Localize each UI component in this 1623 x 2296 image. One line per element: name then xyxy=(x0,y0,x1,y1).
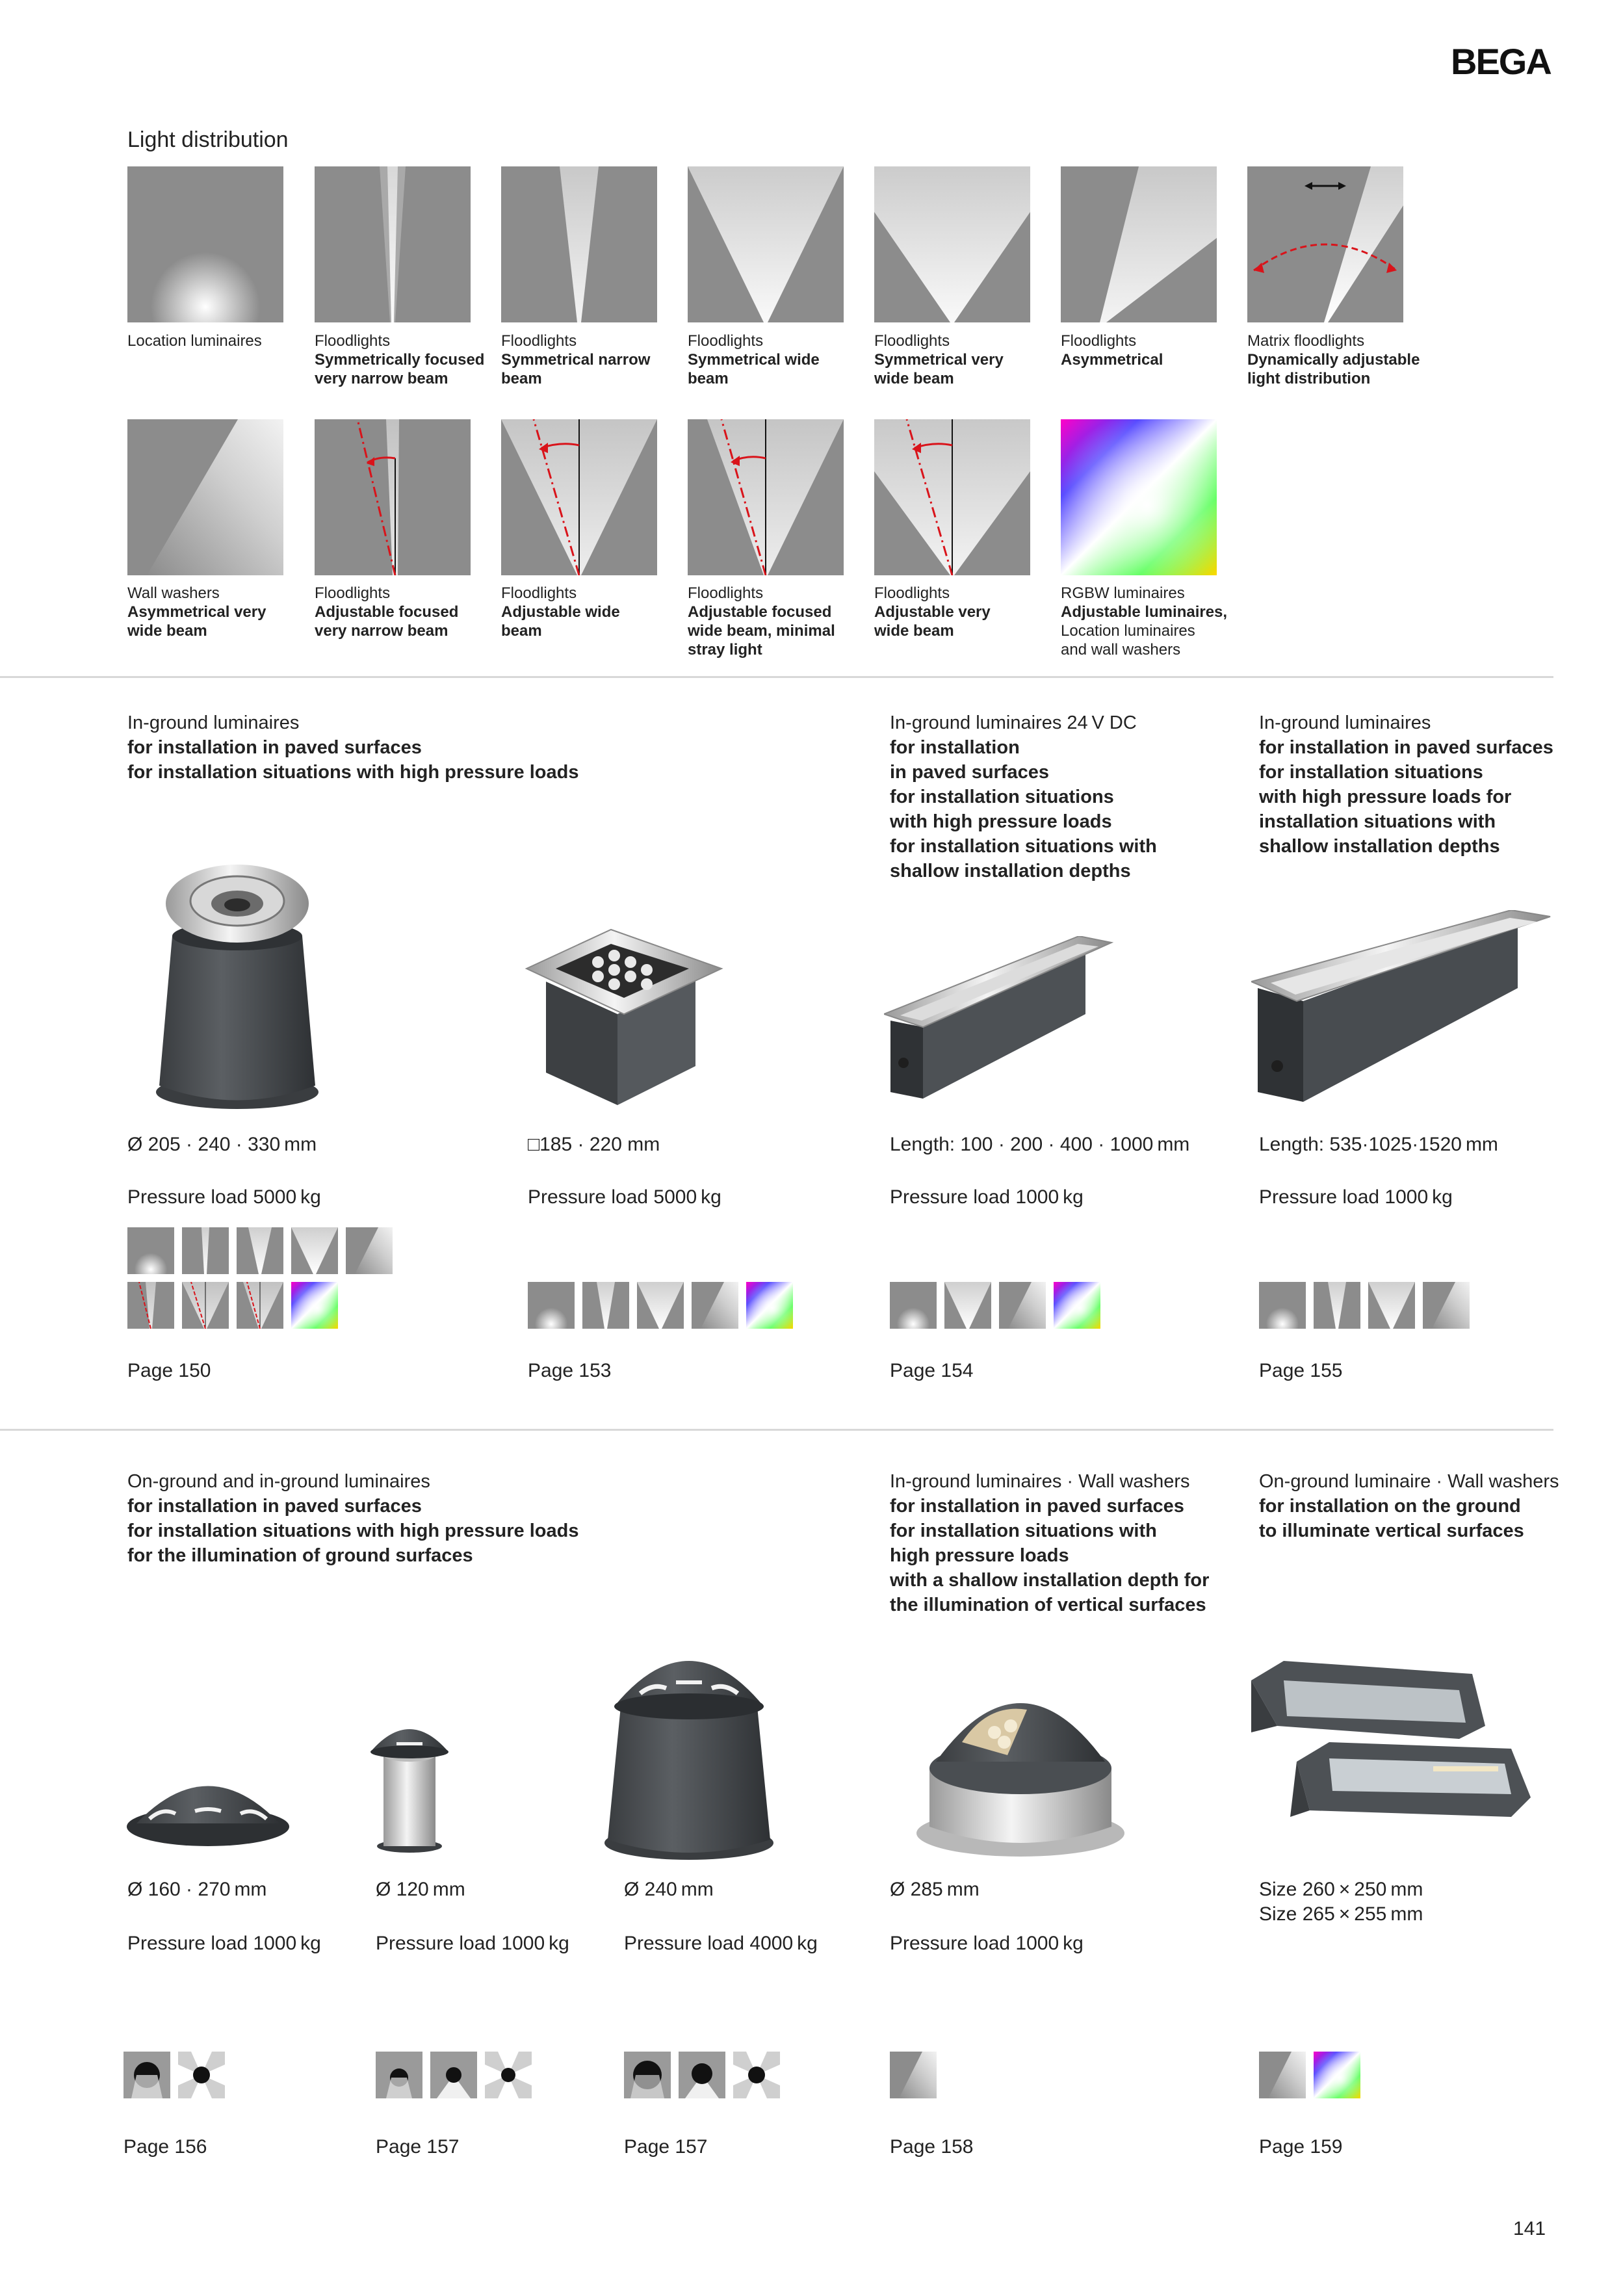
section2-load-1: Pressure load 1000 kg xyxy=(127,1933,321,1954)
section2-page-1[interactable]: Page 156 xyxy=(123,2136,207,2158)
product-image-wall-washer-ground xyxy=(1238,1654,1544,1862)
section1-col-d-text: In-ground luminaires for installation in paved surfaces for installation situations with high pressure loads for installation situations with shallow installation depths xyxy=(1259,712,1553,857)
mini-rgbw-icon xyxy=(746,1282,793,1329)
mini-spot-icon xyxy=(1259,1282,1306,1329)
section1-size-2: □185 · 220 mm xyxy=(528,1134,660,1155)
section2-size-5a: Size 260 × 250 mm xyxy=(1259,1879,1423,1900)
tile-symmetrical-wide xyxy=(688,166,844,322)
mini-wide-icon xyxy=(637,1282,684,1329)
product-image-small-bollard xyxy=(361,1716,458,1853)
mini-asymmetrical-icon xyxy=(1259,2052,1306,2098)
mini-asymmetrical-icon xyxy=(999,1282,1046,1329)
mini-narrow-icon xyxy=(1314,1282,1360,1329)
tile-adjustable-wide xyxy=(501,419,657,575)
tile-symmetrically-focused-very-narrow xyxy=(315,166,471,322)
section2-size-2: Ø 120 mm xyxy=(376,1879,465,1900)
mini-narrow-icon xyxy=(237,1227,283,1274)
mini-wide-icon xyxy=(1368,1282,1415,1329)
section1-load-3: Pressure load 1000 kg xyxy=(890,1186,1084,1208)
page-number: 141 xyxy=(1513,2218,1546,2239)
mini-adjustable-wide-icon xyxy=(182,1282,229,1329)
section1-page-3[interactable]: Page 154 xyxy=(890,1360,974,1381)
product-image-dome-flat-luminaire xyxy=(123,1755,292,1853)
caption-symmetrical-wide: Floodlights Symmetrical wide beam xyxy=(688,332,820,387)
mini-ground-dome-icon xyxy=(624,2052,671,2098)
caption-asymmetrical: Floodlights Asymmetrical xyxy=(1061,332,1163,369)
section2-size-1: Ø 160 · 270 mm xyxy=(127,1879,267,1900)
mini-rgbw-icon xyxy=(1054,1282,1100,1329)
tile-rgbw xyxy=(1061,419,1217,575)
caption-location-luminaires: Location luminaires xyxy=(127,332,262,350)
tile-location-luminaires xyxy=(127,166,283,322)
mini-asymmetrical-icon xyxy=(692,1282,738,1329)
caption-symmetrical-narrow: Floodlights Symmetrical narrow beam xyxy=(501,332,651,387)
product-image-linear-24v xyxy=(884,936,1118,1099)
section1-col-c-text: In-ground luminaires 24 V DC for installation in paved surfaces for installation situations with high pressure loads for installation situations with shallow installation depths xyxy=(890,712,1157,881)
section1-size-3: Length: 100 · 200 · 400 · 1000 mm xyxy=(890,1134,1190,1155)
mini-asymmetrical-icon xyxy=(890,2052,937,2098)
caption-symmetrical-very-wide: Floodlights Symmetrical very wide beam xyxy=(874,332,1004,387)
mini-narrow-icon xyxy=(582,1282,629,1329)
section2-page-4[interactable]: Page 158 xyxy=(890,2136,974,2158)
tile-symmetrical-narrow xyxy=(501,166,657,322)
mini-very-narrow-icon xyxy=(182,1227,229,1274)
caption-rgbw: RGBW luminaires Adjustable luminaires, Location luminaires and wall washers xyxy=(1061,584,1228,659)
section1-col-a-text: In-ground luminaires for installation in paved surfaces for installation situations with high pressure loads xyxy=(127,712,579,783)
section2-col-c-text: In-ground luminaires · Wall washers for installation in paved surfaces for installation situations with high pressure loads with a shallow installation depth for the illumination of vertical surfaces xyxy=(890,1471,1210,1615)
section2-page-5[interactable]: Page 159 xyxy=(1259,2136,1343,2158)
caption-wall-washers: Wall washers Asymmetrical very wide beam xyxy=(127,584,266,640)
caption-adjustable-focused-wide: Floodlights Adjustable focused wide beam, minimal stray light xyxy=(688,584,835,659)
caption-adjustable-focused-very-narrow: Floodlights Adjustable focused very narrow beam xyxy=(315,584,459,640)
section2-col-a-text: On-ground and in-ground luminaires for installation in paved surfaces for installation situations with high pressure loads for the illumination of ground surfaces xyxy=(127,1471,579,1566)
mini-asymmetrical-icon xyxy=(1423,1282,1470,1329)
mini-wide-icon xyxy=(291,1227,338,1274)
tile-adjustable-focused-wide xyxy=(688,419,844,575)
tile-adjustable-focused-very-narrow xyxy=(315,419,471,575)
brand-logo: BEGA xyxy=(1451,41,1551,82)
mini-ground-cross-icon xyxy=(733,2052,780,2098)
tile-matrix-dynamic xyxy=(1247,166,1403,322)
section2-page-2[interactable]: Page 157 xyxy=(376,2136,460,2158)
mini-rgbw-icon xyxy=(1314,2052,1360,2098)
section2-size-4: Ø 285 mm xyxy=(890,1879,980,1900)
tile-symmetrical-very-wide xyxy=(874,166,1030,322)
section1-size-1: Ø 205 · 240 · 330 mm xyxy=(127,1134,317,1155)
section2-size-3: Ø 240 mm xyxy=(624,1879,714,1900)
mini-asymmetrical-icon xyxy=(346,1227,393,1274)
product-image-large-bollard xyxy=(595,1628,783,1862)
mini-spot-icon xyxy=(528,1282,575,1329)
tile-wall-washer-asymmetrical xyxy=(127,419,283,575)
section2-page-3[interactable]: Page 157 xyxy=(624,2136,708,2158)
mini-spot-icon xyxy=(890,1282,937,1329)
mini-ground-cross-icon xyxy=(178,2052,225,2098)
section1-load-2: Pressure load 5000 kg xyxy=(528,1186,721,1208)
section2-load-3: Pressure load 4000 kg xyxy=(624,1933,818,1954)
divider-2 xyxy=(0,1429,1553,1431)
section1-size-4: Length: 535·1025·1520 mm xyxy=(1259,1134,1498,1155)
tile-asymmetrical xyxy=(1061,166,1217,322)
caption-matrix-floodlights: Matrix floodlights Dynamically adjustable light distribution xyxy=(1247,332,1420,387)
mini-ground-dome-icon xyxy=(376,2052,422,2098)
section2-load-4: Pressure load 1000 kg xyxy=(890,1933,1084,1954)
mini-spot-icon xyxy=(127,1227,174,1274)
product-image-half-dome-washer xyxy=(910,1664,1131,1859)
section2-size-5b: Size 265 × 255 mm xyxy=(1259,1903,1423,1925)
section1-page-4[interactable]: Page 155 xyxy=(1259,1360,1343,1381)
tile-adjustable-very-wide xyxy=(874,419,1030,575)
caption-adjustable-very-wide: Floodlights Adjustable very wide beam xyxy=(874,584,991,640)
caption-symmetrically-focused: Floodlights Symmetrically focused very narrow beam xyxy=(315,332,485,387)
mini-ground-half-icon xyxy=(430,2052,477,2098)
section2-load-2: Pressure load 1000 kg xyxy=(376,1933,569,1954)
light-distribution-heading: Light distribution xyxy=(127,127,289,152)
mini-adjustable-narrow-icon xyxy=(127,1282,174,1329)
section2-col-d-text: On-ground luminaire · Wall washers for installation on the ground to illuminate vertical surfaces xyxy=(1259,1471,1559,1541)
mini-wide-icon xyxy=(944,1282,991,1329)
product-image-inground-round xyxy=(133,858,341,1112)
section1-load-1: Pressure load 5000 kg xyxy=(127,1186,321,1208)
product-image-inground-square xyxy=(520,923,728,1112)
caption-adjustable-wide: Floodlights Adjustable wide beam xyxy=(501,584,620,640)
mini-ground-half-icon xyxy=(679,2052,725,2098)
section1-load-4: Pressure load 1000 kg xyxy=(1259,1186,1453,1208)
section1-page-2[interactable]: Page 153 xyxy=(528,1360,612,1381)
divider-1 xyxy=(0,676,1553,678)
mini-ground-dome-icon xyxy=(123,2052,170,2098)
mini-ground-cross-icon xyxy=(485,2052,532,2098)
section1-page-1[interactable]: Page 150 xyxy=(127,1360,211,1381)
product-image-linear-long xyxy=(1251,910,1557,1105)
mini-rgbw-icon xyxy=(291,1282,338,1329)
mini-adjustable-focused-wide-icon xyxy=(237,1282,283,1329)
